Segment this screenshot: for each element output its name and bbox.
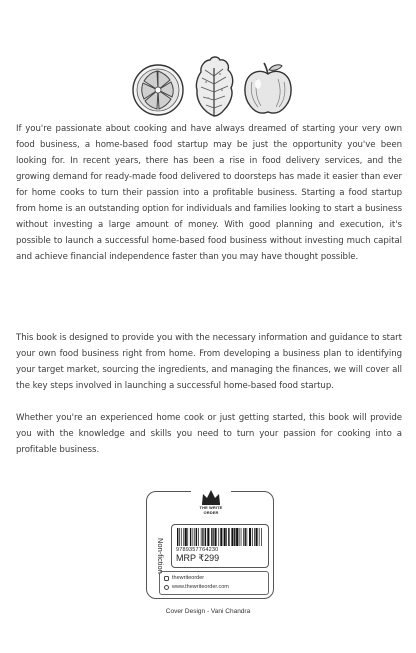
barcode-bar (254, 528, 255, 546)
barcode-bar (261, 528, 262, 546)
barcode-bar (243, 528, 244, 546)
logo-line-1: THE WRITE (199, 505, 223, 510)
barcode-bar (241, 528, 242, 546)
isbn-number: 9789357764230 (176, 547, 219, 553)
genre-label: Non-fiction (156, 538, 165, 574)
barcode-bar (194, 528, 195, 546)
logo-line-2: ORDER (203, 509, 219, 515)
barcode-bar (185, 528, 187, 546)
crown-icon (200, 488, 222, 506)
barcode-bar (228, 528, 229, 546)
barcode-bar (256, 528, 258, 546)
barcode-bar (205, 528, 206, 546)
barcode-box (171, 524, 269, 568)
barcode-bar (218, 528, 219, 546)
barcode-bar (236, 528, 238, 546)
barcode-bar (202, 528, 203, 546)
barcode-bar (211, 528, 212, 546)
barcode-bar (207, 528, 209, 546)
barcode-bar (224, 528, 226, 546)
barcode-bar (201, 528, 202, 546)
publisher-logo (191, 488, 231, 524)
lettuce-illustration (192, 54, 236, 120)
barcode-bar (234, 528, 235, 546)
description-paragraph-3: Whether you're an experienced home cook or just getting started, this book will provide you with the knowledge and skills you need to turn your passion for cooking into a profitable business. (16, 413, 402, 455)
barcode-bar (187, 528, 188, 546)
barcode-bar (177, 528, 178, 546)
barcode-bar (198, 528, 199, 546)
social-row (164, 574, 264, 583)
barcode-bar (220, 528, 222, 546)
barcode-bar (226, 528, 227, 546)
website-row (164, 583, 264, 592)
barcode-bar (215, 528, 217, 546)
description-paragraph-2: This book is designed to provide you with the necessary information and guidance to start your own food business right from home. From developing a business plan to identifying your target market, sourcing the ingredients, and managing the finances, we will cover all the key steps involved in launching a successful home-based food startup. (16, 333, 402, 391)
barcode-bar (231, 528, 233, 546)
barcode-bar (193, 528, 194, 546)
website-link[interactable]: www.thewriteorder.com (172, 584, 229, 590)
ingredient-illustrations (0, 52, 416, 122)
barcode-bar (179, 528, 180, 546)
barcode-bar (245, 528, 246, 546)
barcode-bar (190, 528, 191, 546)
barcode-bar (249, 528, 251, 546)
barcode-bar (183, 528, 184, 546)
barcode-bar (247, 528, 248, 546)
barcode-bar (239, 528, 240, 546)
instagram-icon (164, 576, 169, 581)
price-label: MRP ₹299 (176, 553, 220, 563)
barcode-graphic (176, 528, 264, 546)
barcode-bar (203, 528, 204, 546)
barcode-bar (213, 528, 214, 546)
barcode-bar (252, 528, 253, 546)
description-paragraph-1: If you're passionate about cooking and have always dreamed of starting your very own food business, a home-based food startup may be just the opportunity you've been looking for. In recent years, there has been a rise in food delivery services, and the growing demand for ready-made food delivered to doorsteps has made it easier than ever for home cooks to turn their passion into a profitable business. Starting a food startup from home is an outstanding option for individuals and families looking to start a business without investing a large amount of money. With good planning and execution, it's possible to launch a successful home-based food business without investing much capital and achieve financial independence faster than you may have thought possible. (16, 124, 402, 262)
cover-design-credit: Cover Design - Vani Chandra (165, 608, 251, 615)
lime-illustration (130, 62, 186, 118)
globe-icon (164, 585, 169, 590)
barcode-card (146, 491, 274, 599)
apple-illustration (240, 60, 296, 118)
social-handle: thewriteorder (172, 575, 205, 581)
barcode-bar (196, 528, 197, 546)
barcode-bar (259, 528, 260, 546)
publisher-contact (159, 571, 269, 595)
barcode-bar (181, 528, 182, 546)
